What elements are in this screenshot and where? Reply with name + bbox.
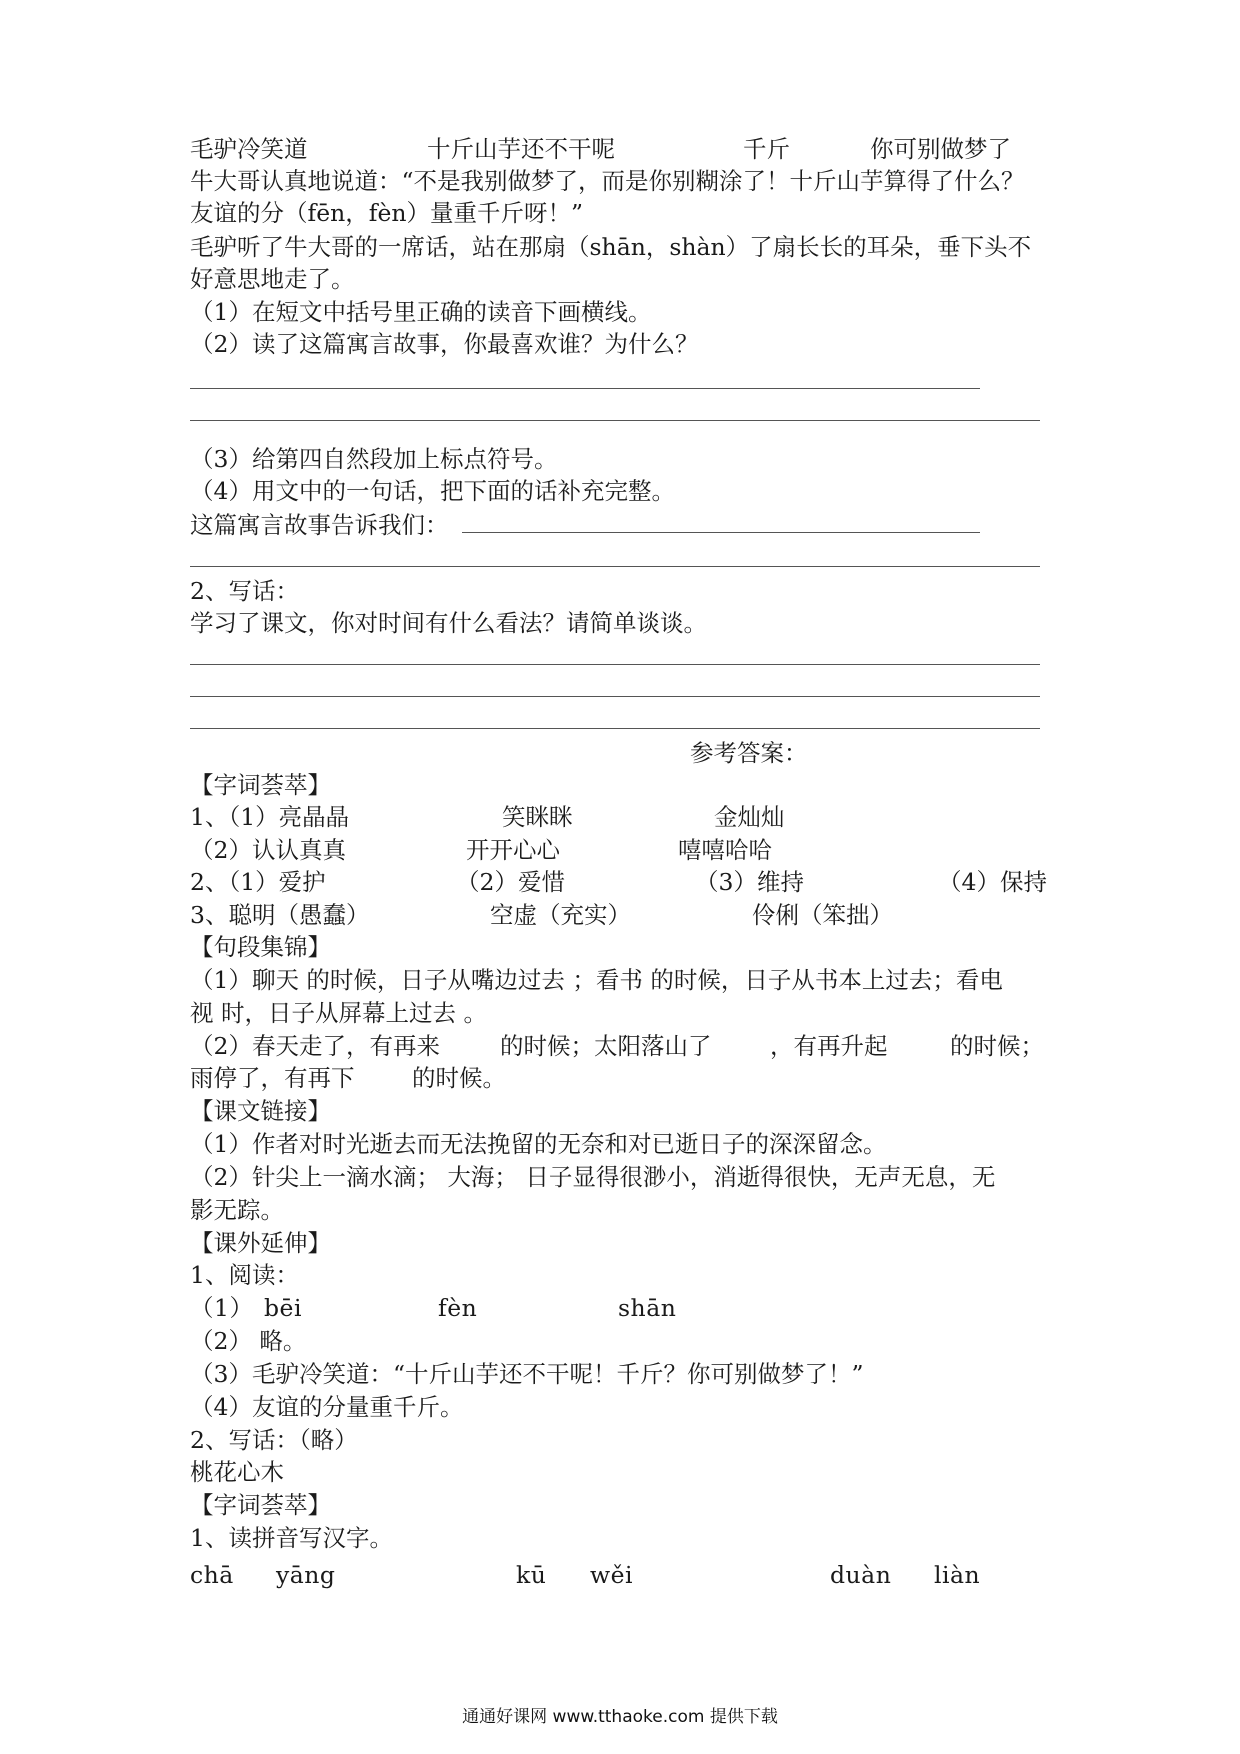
section-heading: 【句段集锦】 [190, 933, 331, 961]
question-2: （2）读了这篇寓言故事，你最喜欢谁？为什么？ [190, 330, 699, 358]
answer-text: （1）作者对时光逝去而无法挽留的无奈和对已逝日子的深深留念。 [190, 1130, 887, 1158]
answer-line[interactable] [190, 566, 1040, 567]
writing-title: 2、写话： [190, 577, 299, 605]
answer-text: （2） 略。 [190, 1327, 307, 1355]
document-page: 毛驴冷笑道 十斤山芋还不干呢 千斤 你可别做梦了 牛大哥认真地说道：“不是我别做梦了，而是你别糊涂了！十斤山芋算得了什么？ 友谊的分（fēn，fèn）量重千斤呀！” 毛驴听了牛大哥的一席话，站在那扇（shān，shàn）了扇长长的耳朵，垂下头不 好意思地走了。 （1）在短文中括号里正确的读音下画横线。 （2）读了这篇寓言故事，你最喜欢谁？为什么？ （3）给第四自然段加上标点符号。 （4）用文中的一句话，把下面的话补充完整。 这篇寓言故事告诉我们： 2、写话： 学习了课文，你对时间有什么看法？请简单谈谈。 参考答案： 【字词荟萃】 1、（1）亮晶晶 笑眯眯 金灿灿 （2）认认真真 开开心心 嘻嘻哈哈 2、（1）爱护 （2）爱惜 （3）维持 （4）保持 3、聪明（愚蠢） 空虚（充实） 伶俐（笨拙） 【句段集锦】 （1）聊天 的时候，日子从嘴边过去 ；看书 的时候，日子从书本上过去；看电 视 时，日子从屏幕上过去 。 （2）春天走了，有再来 的时候；太阳落山了 ，有再升起 的时候； 雨停了，有再下 的时候。 【课文链接】 （1）作者对时光逝去而无法挽留的无奈和对已逝日子的深深留念。 （2）针尖上一滴水滴； 大海； 日子显得很渺小，消逝得很快，无声无息，无 影无踪。 【课外延伸】 1、阅读： （1） bēi fèn shān （2） 略。 （3）毛驴冷笑道：“十斤山芋还不干呢！千斤？你可别做梦了！” （4）友谊的分量重千斤。 2、写话：（略） 桃花心木 【字词荟萃】 1、读拼音写汉字。 chā yāng kū wěi duàn liàn 通通好课网 www.tthaoke.com 提供下载 [0, 0, 1240, 1754]
lesson-title: 桃花心木 [190, 1458, 284, 1486]
passage-line-4: 毛驴听了牛大哥的一席话，站在那扇（shān，shàn）了扇长长的耳朵，垂下头不 [190, 233, 1032, 261]
question-4: （4）用文中的一句话，把下面的话补充完整。 [190, 477, 675, 505]
answer-text: 1、阅读： [190, 1261, 299, 1289]
section-heading: 【字词荟萃】 [190, 771, 331, 799]
task-text: 1、读拼音写汉字。 [190, 1524, 393, 1552]
section-heading: 【课文链接】 [190, 1097, 331, 1125]
answer-text: （4）友谊的分量重千斤。 [190, 1393, 464, 1421]
question-1: （1）在短文中括号里正确的读音下画横线。 [190, 298, 652, 326]
passage-line-3: 友谊的分（fēn，fèn）量重千斤呀！” [190, 199, 583, 227]
answer-line[interactable] [190, 420, 1040, 421]
answer-text: （1）聊天 的时候，日子从嘴边过去 ；看书 的时候，日子从书本上过去；看电 [190, 966, 1003, 994]
question-3: （3）给第四自然段加上标点符号。 [190, 445, 558, 473]
answer-line[interactable] [462, 532, 980, 533]
writing-prompt: 学习了课文，你对时间有什么看法？请简单谈谈。 [190, 609, 707, 637]
answer-text: 视 时，日子从屏幕上过去 。 [190, 999, 487, 1027]
passage-line-5: 好意思地走了。 [190, 265, 355, 293]
answer-line[interactable] [190, 664, 1040, 665]
answer-line[interactable] [190, 728, 1040, 729]
page-footer: 通通好课网 www.tthaoke.com 提供下载 [462, 1707, 778, 1727]
answer-line[interactable] [190, 388, 980, 389]
answer-text: 2、写话：（略） [190, 1426, 358, 1454]
answer-text: （2）针尖上一滴水滴； 大海； 日子显得很渺小，消逝得很快，无声无息，无 [190, 1163, 996, 1191]
passage-line-2: 牛大哥认真地说道：“不是我别做梦了，而是你别糊涂了！十斤山芋算得了什么？ [190, 167, 1025, 195]
section-heading: 【字词荟萃】 [190, 1491, 331, 1519]
answer-text: 影无踪。 [190, 1196, 284, 1224]
answer-text: （3）毛驴冷笑道：“十斤山芋还不干呢！千斤？你可别做梦了！” [190, 1360, 864, 1388]
answer-line[interactable] [190, 696, 1040, 697]
section-heading: 【课外延伸】 [190, 1229, 331, 1257]
answers-heading: 参考答案： [690, 739, 808, 767]
question-4-prompt: 这篇寓言故事告诉我们： [190, 511, 449, 539]
